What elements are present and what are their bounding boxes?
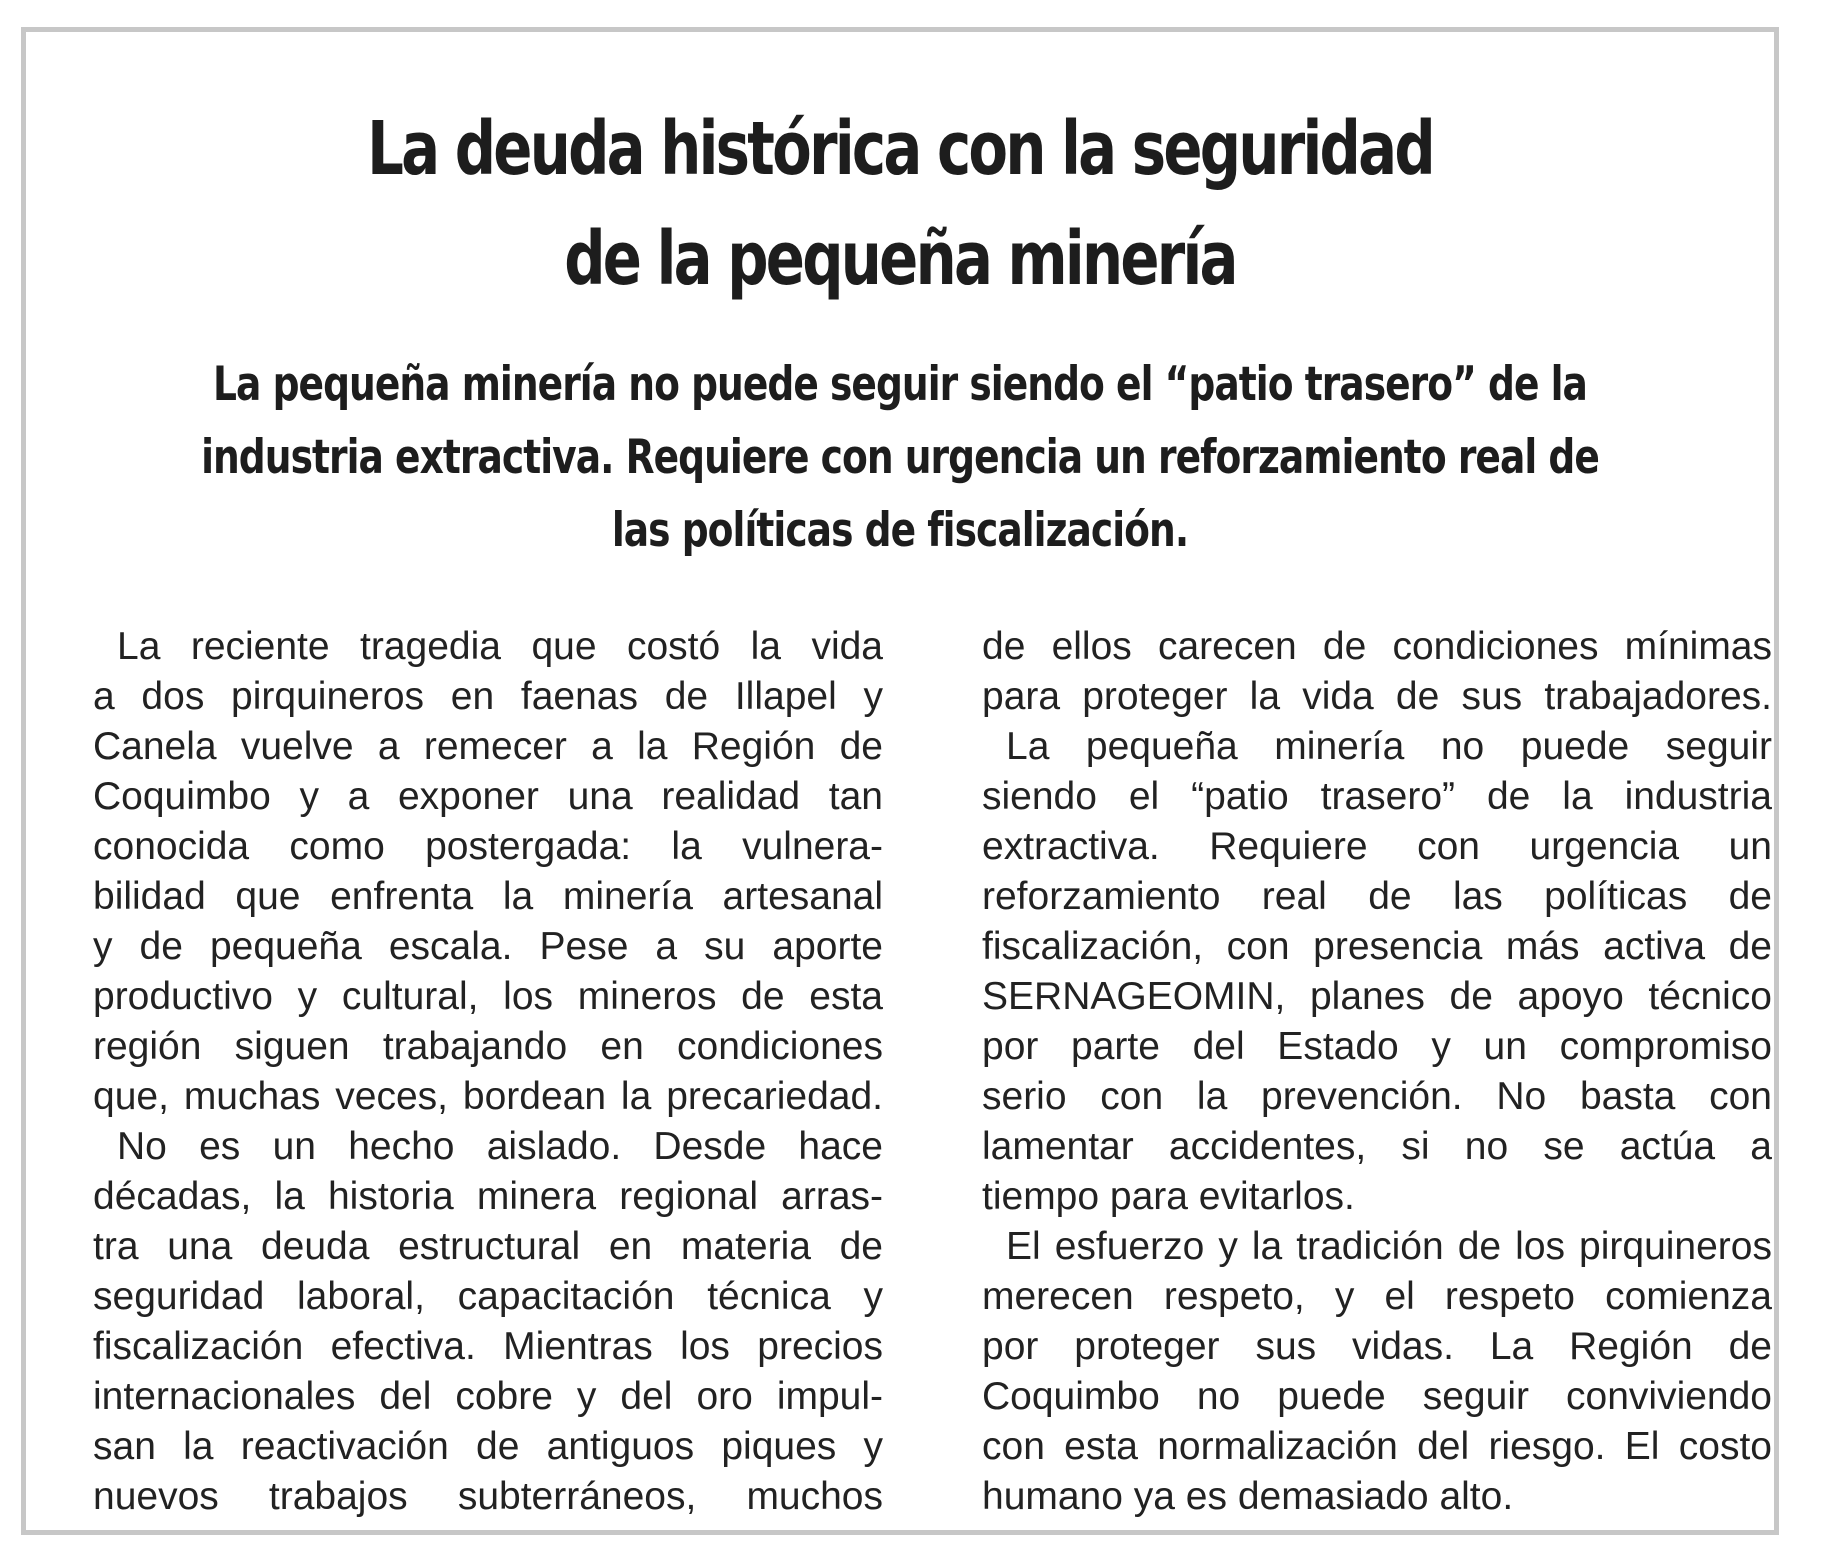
body-line: nuevos trabajos subterráneos, muchos (93, 1475, 883, 1518)
body-line: Canela vuelve a remecer a la Región de (93, 725, 883, 768)
body-line: para proteger la vida de sus trabajadores. (982, 675, 1772, 718)
subheadline-line: las políticas de fiscalización. (611, 503, 1189, 558)
headline-line: de la pequeña minería (564, 216, 1236, 302)
body-line: Coquimbo no puede seguir conviviendo (982, 1375, 1772, 1418)
article-frame (21, 27, 1779, 1535)
body-line: fiscalización efectiva. Mientras los precios (93, 1325, 883, 1368)
body-line: a dos pirquineros en faenas de Illapel y (93, 675, 883, 718)
body-line: El esfuerzo y la tradición de los pirquineros (1006, 1225, 1772, 1268)
body-line: tiempo para evitarlos. (982, 1175, 1355, 1218)
body-line: que, muchas veces, bordean la precariedad. (93, 1075, 883, 1118)
body-line: serio con la prevención. No basta con (982, 1075, 1772, 1118)
body-line: san la reactivación de antiguos piques y (93, 1425, 883, 1468)
subheadline-line: La pequeña minería no puede seguir siendo el “patio trasero” de la (213, 357, 1587, 412)
body-line: internacionales del cobre y del oro impul- (93, 1375, 883, 1418)
body-line: reforzamiento real de las políticas de (982, 875, 1772, 918)
body-line: siendo el “patio trasero” de la industria (982, 775, 1772, 818)
body-line: extractiva. Requiere con urgencia un (982, 825, 1772, 868)
body-line: lamentar accidentes, si no se actúa a (982, 1125, 1772, 1168)
body-line: de ellos carecen de condiciones mínimas (982, 625, 1772, 668)
subheadline (201, 348, 1599, 567)
body-line: merecen respeto, y el respeto comienza (982, 1275, 1772, 1318)
subheadline-line: industria extractiva. Requiere con urgencia un reforzamiento real de (201, 430, 1599, 485)
body-line: SERNAGEOMIN, planes de apoyo técnico (982, 975, 1772, 1018)
body-column-left (93, 622, 883, 1522)
body-line: tra una deuda estructural en materia de (93, 1225, 883, 1268)
body-line: por parte del Estado y un compromiso (982, 1025, 1772, 1068)
body-line: y de pequeña escala. Pese a su aporte (93, 925, 883, 968)
body-line: La reciente tragedia que costó la vida (117, 625, 883, 668)
body-line: humano ya es demasiado alto. (982, 1475, 1514, 1518)
body-line: bilidad que enfrenta la minería artesanal (93, 875, 883, 918)
body-line: conocida como postergada: la vulnera- (93, 825, 883, 868)
body-column-right (982, 622, 1772, 1522)
body-line: La pequeña minería no puede seguir (1006, 725, 1772, 768)
body-line: productivo y cultural, los mineros de esta (93, 975, 883, 1018)
body-line: con esta normalización del riesgo. El costo (982, 1425, 1772, 1468)
body-line: décadas, la historia minera regional arras- (93, 1175, 883, 1218)
body-line: fiscalización, con presencia más activa de (982, 925, 1772, 968)
headline-line: La deuda histórica con la seguridad (367, 106, 1433, 192)
body-line: Coquimbo y a exponer una realidad tan (93, 775, 883, 818)
body-line: por proteger sus vidas. La Región de (982, 1325, 1772, 1368)
headline (218, 94, 1581, 314)
body-line: No es un hecho aislado. Desde hace (117, 1125, 883, 1168)
body-line: región siguen trabajando en condiciones (93, 1025, 883, 1068)
body-line: seguridad laboral, capacitación técnica y (93, 1275, 883, 1318)
